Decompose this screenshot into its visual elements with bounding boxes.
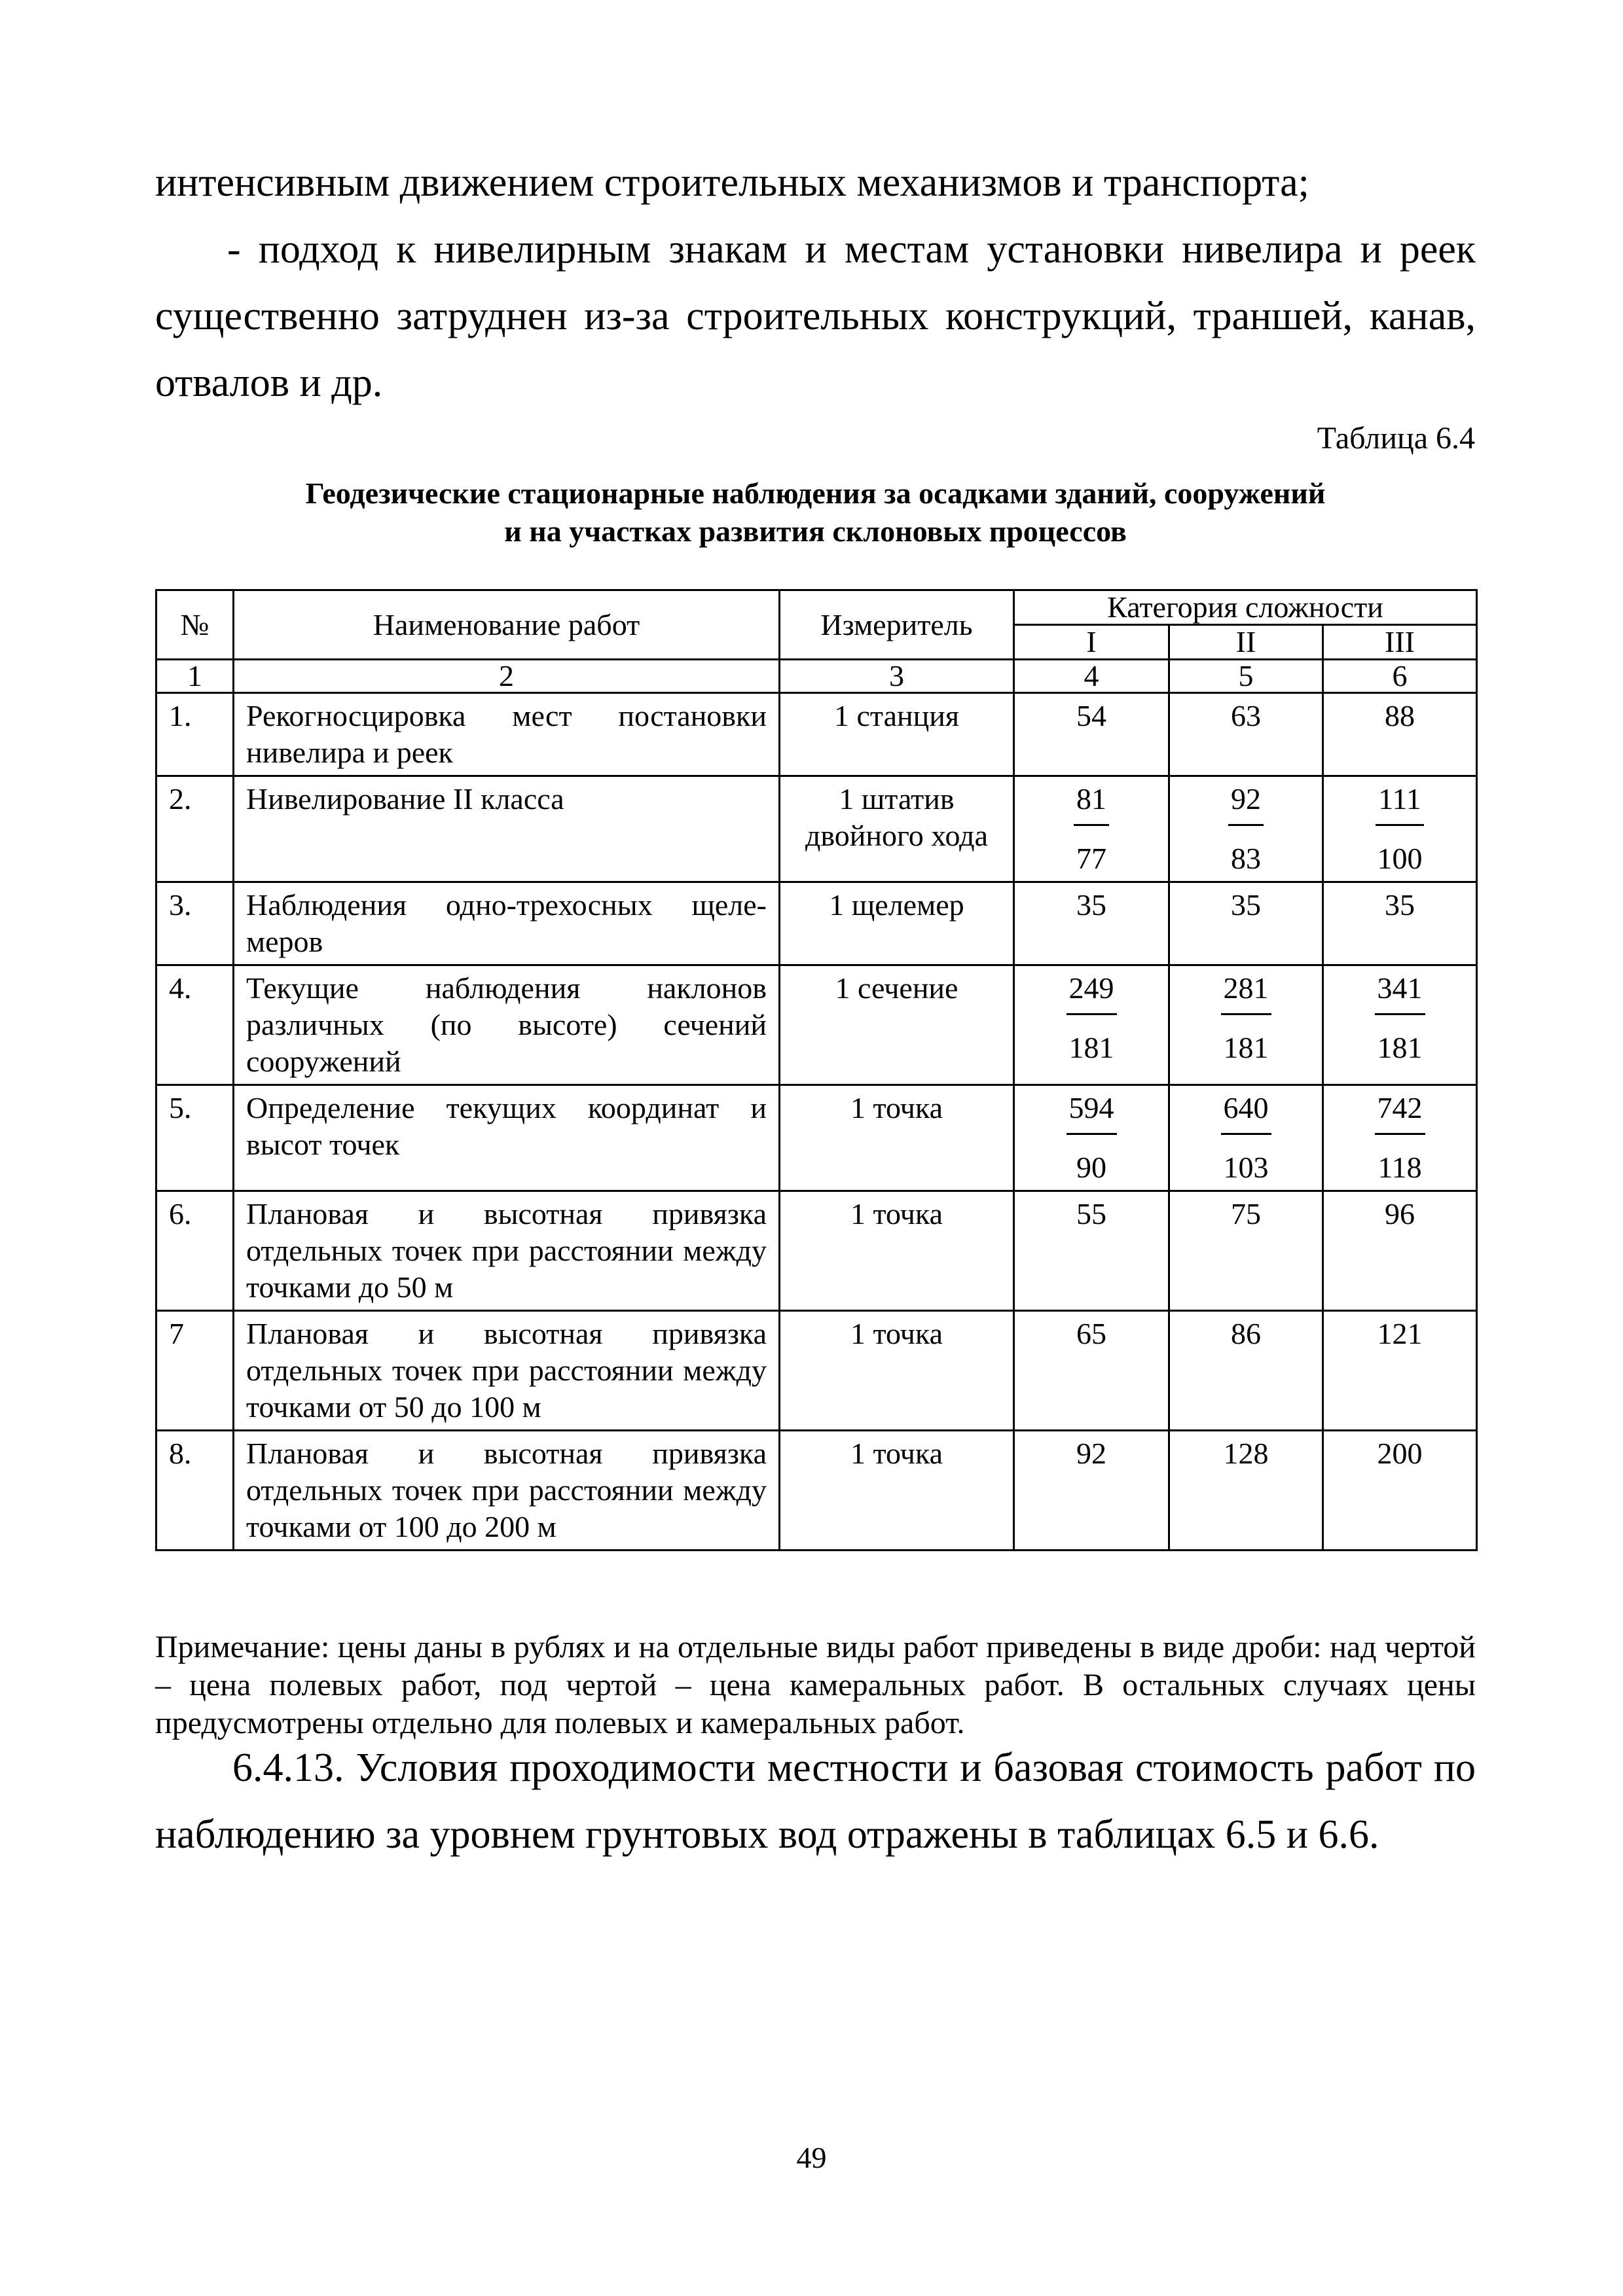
row-value-cat-1: 65 [1014,1311,1169,1431]
header-unit: Измеритель [780,590,1014,660]
table-row [156,1191,1477,1311]
column-number-row [156,660,1477,693]
table-row [156,965,1477,1085]
table-title-line-1: Геодезические стационарные наблюдения за осадками зданий, сооружений [305,476,1326,510]
table-row [156,882,1477,965]
row-name: Плановая и высотная привязка отдельных точек при расстоянии между точками от 50 до 100 м [234,1311,780,1431]
row-value-cat-2: 128 [1169,1431,1323,1551]
fraction [1228,781,1264,877]
header-name: Наименование работ [234,590,780,660]
row-value-cat-1 [1014,776,1169,882]
row-num: 7 [156,1311,234,1431]
fraction-office: 118 [1377,1151,1422,1184]
row-value-cat-2: 35 [1169,882,1323,965]
paragraph-continuation: интенсивным движением строительных механизмов и транспорта; [155,160,1309,205]
row-unit: 1 станция [780,693,1014,776]
col-number: 2 [234,660,780,693]
header-num: № [156,590,234,660]
fraction-field: 281 [1221,970,1271,1015]
row-value-cat-2: 86 [1169,1311,1323,1431]
row-unit: 1 штатив двойного хода [780,776,1014,882]
row-value-cat-3 [1323,776,1477,882]
row-unit: 1 точка [780,1431,1014,1551]
fraction-field: 594 [1067,1090,1117,1135]
row-name: Текущие наблюдения наклонов различных (по высоте) сечений сооружений [234,965,780,1085]
row-unit: 1 сечение [780,965,1014,1085]
fraction [1375,970,1425,1066]
table-row [156,693,1477,776]
header-cat-2: II [1169,625,1323,660]
row-num: 8. [156,1431,234,1551]
fraction-field: 341 [1375,970,1425,1015]
row-value-cat-1: 35 [1014,882,1169,965]
prices-table [155,589,1478,1551]
col-number: 6 [1323,660,1477,693]
fraction-office: 90 [1076,1151,1106,1184]
paragraph-6-4-13: 6.4.13. Условия проходимости местности и базовая стоимость работ по наблюдению за уровнем грунтовых вод отражены в таблицах 6.5 и 6.6. [155,1746,1476,1857]
row-value-cat-3: 121 [1323,1311,1477,1431]
header-category: Категория сложности [1014,590,1477,625]
row-value-cat-1: 55 [1014,1191,1169,1311]
row-name: Определение текущих координат и высот точек [234,1085,780,1191]
row-value-cat-1 [1014,1085,1169,1191]
fraction [1074,781,1109,877]
row-value-cat-3 [1323,965,1477,1085]
row-unit: 1 точка [780,1311,1014,1431]
fraction-office: 181 [1068,1031,1114,1064]
fraction-office: 83 [1231,842,1261,875]
row-name: Наблюдения одно-трехосных щеле-меров [234,882,780,965]
row-name: Рекогносцировка мест постановки нивелира и реек [234,693,780,776]
fraction-office: 181 [1223,1031,1269,1064]
table-title-line-2: и на участках развития склоновых процессов [504,514,1127,548]
table-title [155,475,1476,550]
fraction-field: 81 [1074,781,1109,826]
fraction-office: 100 [1377,842,1423,875]
fraction-office: 181 [1377,1031,1423,1064]
fraction [1375,1090,1425,1186]
row-name: Нивелирование II класса [234,776,780,882]
row-unit: 1 точка [780,1191,1014,1311]
paragraph-approach: - подход к нивелирным знакам и местам установки нивелира и реек существенно затруднен из-за строительных конструкций, траншей, канав, отвалов и др. [155,227,1476,405]
row-num: 4. [156,965,234,1085]
fraction [1067,1090,1117,1186]
row-value-cat-2 [1169,1085,1323,1191]
row-num: 3. [156,882,234,965]
row-num: 2. [156,776,234,882]
fraction-field: 742 [1375,1090,1425,1135]
fraction-field: 111 [1376,781,1424,826]
fraction [1221,1090,1271,1186]
row-value-cat-2 [1169,965,1323,1085]
table-row [156,1431,1477,1551]
row-value-cat-2: 63 [1169,693,1323,776]
row-value-cat-2: 75 [1169,1191,1323,1311]
fraction-field: 640 [1221,1090,1271,1135]
row-name: Плановая и высотная привязка отдельных точек при расстоянии между точками от 100 до 200 м [234,1431,780,1551]
fraction-office: 103 [1223,1151,1269,1184]
row-value-cat-1: 54 [1014,693,1169,776]
table-row [156,1085,1477,1191]
row-value-cat-3: 200 [1323,1431,1477,1551]
fraction-office: 77 [1076,842,1106,875]
row-unit: 1 щелемер [780,882,1014,965]
row-value-cat-3: 35 [1323,882,1477,965]
row-num: 1. [156,693,234,776]
row-value-cat-3 [1323,1085,1477,1191]
table-header-row [156,590,1477,625]
fraction [1067,970,1117,1066]
header-cat-1: I [1014,625,1169,660]
row-value-cat-3: 96 [1323,1191,1477,1311]
col-number: 4 [1014,660,1169,693]
col-number: 5 [1169,660,1323,693]
row-value-cat-1 [1014,965,1169,1085]
col-number: 1 [156,660,234,693]
table-label: Таблица 6.4 [1317,421,1475,456]
row-value-cat-2 [1169,776,1323,882]
fraction-field: 249 [1067,970,1117,1015]
fraction-field: 92 [1228,781,1264,826]
row-value-cat-3: 88 [1323,693,1477,776]
table-note: Примечание: цены даны в рублях и на отдельные виды работ приведены в виде дроби: над чертой – цена полевых работ, под чертой – цена камеральных работ. В остальных случаях цены предусмотрены отдельно для полевых и камеральных работ. [155,1630,1476,1740]
row-value-cat-1: 92 [1014,1431,1169,1551]
fraction [1376,781,1424,877]
row-unit: 1 точка [780,1085,1014,1191]
col-number: 3 [780,660,1014,693]
table-row [156,776,1477,882]
row-num: 5. [156,1085,234,1191]
row-num: 6. [156,1191,234,1311]
header-cat-3: III [1323,625,1477,660]
table-row [156,1311,1477,1431]
page-number: 49 [796,2141,827,2174]
fraction [1221,970,1271,1066]
row-name: Плановая и высотная привязка отдельных точек при расстоянии между точками до 50 м [234,1191,780,1311]
